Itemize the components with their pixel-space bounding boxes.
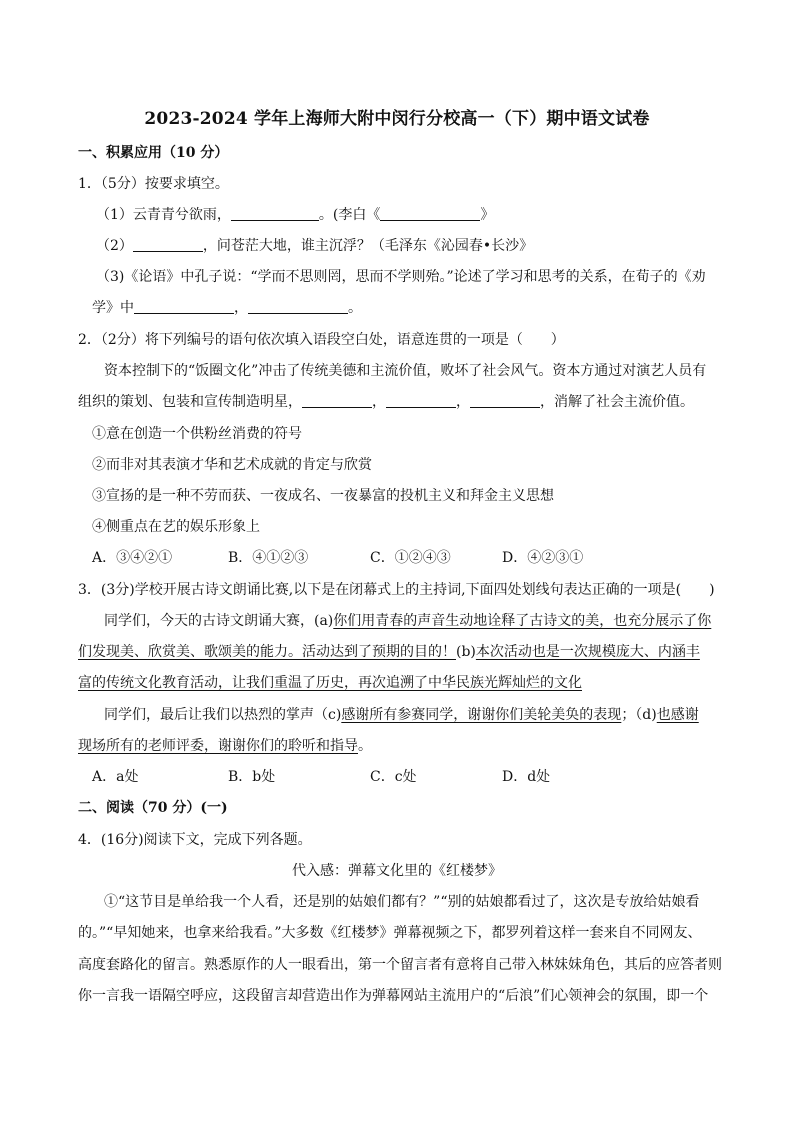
q3-marker-b: (b) — [456, 644, 476, 660]
q3-underlined-c: 感谢所有参赛同学，谢谢你们美轮美奂的表现 — [341, 707, 622, 723]
q1-item3-text-d: 。 — [348, 300, 362, 316]
answer-blank[interactable] — [231, 206, 319, 221]
question-1-item-2 — [96, 236, 533, 256]
q2-passage-text-c: ， — [456, 394, 470, 410]
article-paragraph-line-4: 你一言我一语隔空呼应，这段留言却营造出作为弹幕网站主流用户的“后浪”们心领神会的氛围，即一个 — [78, 988, 709, 1004]
q3-underlined-d-cont: 现场所有的老师评委，谢谢你们的聆听和指导 — [78, 738, 358, 754]
question-1-item-1 — [96, 205, 494, 225]
question-3-passage-line-4 — [104, 705, 699, 725]
section-heading-2: 二、阅读（70 分）(一) — [78, 800, 228, 816]
question-2-option-d[interactable]: D．④②③① — [502, 550, 584, 566]
question-3-passage-line-3 — [78, 673, 582, 693]
answer-blank[interactable] — [134, 299, 234, 314]
q2-passage-text-d: ，消解了社会主流价值。 — [540, 394, 694, 410]
question-2-option-a[interactable]: A．③④②① — [92, 550, 173, 566]
answer-blank[interactable] — [302, 393, 372, 408]
question-2-option-c[interactable]: C．①②④③ — [370, 550, 451, 566]
q3-underlined-d: 也感谢 — [656, 707, 699, 723]
answer-blank[interactable] — [470, 393, 540, 408]
q3-underlined-a: 你们用青春的声音生动地诠释了古诗文的美，也充分展示了你 — [333, 613, 712, 629]
question-4-stem: 4．(16分)阅读下文，完成下列各题。 — [78, 832, 312, 848]
question-2-passage-line-1: 资本控制下的“饭圈文化”冲击了传统美德和主流价值，败坏了社会风气。资本方通过对演艺人员有 — [104, 363, 707, 379]
question-1-stem: 1．（5分）按要求填空。 — [78, 176, 229, 192]
article-paragraph-line-2: 的。”“早知她来，也拿来给我看。”大多数《红楼梦》弹幕视频之下，都罗列着这样一套来自不同网友、 — [78, 925, 702, 941]
question-2-sentence-3: ③宣扬的是一种不劳而获、一夜成名、一夜暴富的投机主义和拜金主义思想 — [92, 488, 554, 504]
q1-item2-text-a: （2） — [96, 238, 133, 254]
q1-item1-text-c: 》 — [480, 207, 495, 223]
q1-item2-text-b: ，问苍茫大地，谁主沉浮？（毛泽东《沁园春•长沙》 — [202, 238, 534, 254]
q1-item3-text-c: ， — [234, 300, 248, 316]
question-2-passage-line-2 — [78, 392, 694, 412]
question-3-option-d[interactable]: D．d处 — [502, 769, 551, 785]
question-2-sentence-4: ④侧重点在艺的娱乐形象上 — [92, 519, 260, 535]
q3-marker-d: ；（d) — [621, 707, 657, 723]
question-2-sentence-2: ②而非对其表演才华和艺术成就的肯定与欣赏 — [92, 457, 372, 473]
question-2-stem: 2．（2分）将下列编号的语句依次填入语段空白处，语意连贯的一项是（ ） — [78, 332, 565, 348]
question-3-passage-line-5 — [78, 736, 372, 756]
question-1-item-3: （3)《论语》中孔子说：“学而不思则罔，思而不学则殆。”论述了学习和思考的关系，在荀子的《劝 — [96, 269, 706, 285]
section-heading-1: 一、积累应用（10 分） — [78, 145, 229, 161]
q3-text-c: 同学们，最后让我们以热烈的掌声（c) — [104, 707, 342, 723]
question-2-sentence-1: ①意在创造一个供粉丝消费的符号 — [92, 426, 302, 442]
q1-item3-text-b: 学》中 — [92, 300, 134, 316]
page-title: 2023-2024 学年上海师大附中闵行分校高一（下）期中语文试卷 — [144, 109, 650, 129]
q3-text: 同学们，今天的古诗文朗诵大赛，(a) — [104, 613, 334, 629]
answer-blank[interactable] — [248, 299, 348, 314]
q2-passage-text-a: 组织的策划、包装和宣传制造明星， — [78, 394, 302, 410]
question-2-option-b[interactable]: B．④①②③ — [228, 550, 309, 566]
question-3-option-a[interactable]: A．a处 — [92, 769, 139, 785]
q3-underlined-a-cont: 们发现美、欣赏美、歌颂美的能力。活动达到了预期的目的！ — [78, 644, 456, 660]
article-paragraph-line-1: ①“这节目是单给我一个人看，还是别的姑娘们都有？”“别的姑娘都看过了，这次是专放给姑娘看 — [104, 894, 700, 910]
question-3-passage-line-1 — [104, 611, 711, 631]
answer-blank[interactable] — [386, 393, 456, 408]
question-3-passage-line-2 — [78, 642, 700, 662]
question-3-option-c[interactable]: C．c处 — [370, 769, 417, 785]
question-1-item-3-cont — [92, 298, 362, 318]
q1-item1-text-a: （1）云青青兮欲雨， — [96, 207, 231, 223]
question-3-option-b[interactable]: B．b处 — [228, 769, 276, 785]
question-3-stem: 3．(3分)学校开展古诗文朗诵比赛,以下是在闭幕式上的主持词,下面四处划线句表达正确的一项是( ) — [78, 582, 715, 598]
answer-blank[interactable] — [133, 237, 203, 252]
q3-underlined-b: 本次活动也是一次规模庞大、内涵丰 — [475, 644, 700, 660]
q2-passage-text-b: ， — [372, 394, 386, 410]
q3-end: 。 — [358, 738, 372, 754]
article-title: 代入感：弹幕文化里的《红楼梦》 — [292, 863, 502, 879]
answer-blank[interactable] — [380, 206, 480, 221]
article-paragraph-line-3: 高度套路化的留言。熟悉原作的人一眼看出，第一个留言者有意将自己带入林妹妹角色，其后的应答者则 — [78, 957, 722, 973]
q3-underlined-b-cont: 富的传统文化教育活动，让我们重温了历史，再次追溯了中华民族光辉灿烂的文化 — [78, 675, 582, 691]
q1-item1-text-b: 。(李白《 — [318, 207, 381, 223]
